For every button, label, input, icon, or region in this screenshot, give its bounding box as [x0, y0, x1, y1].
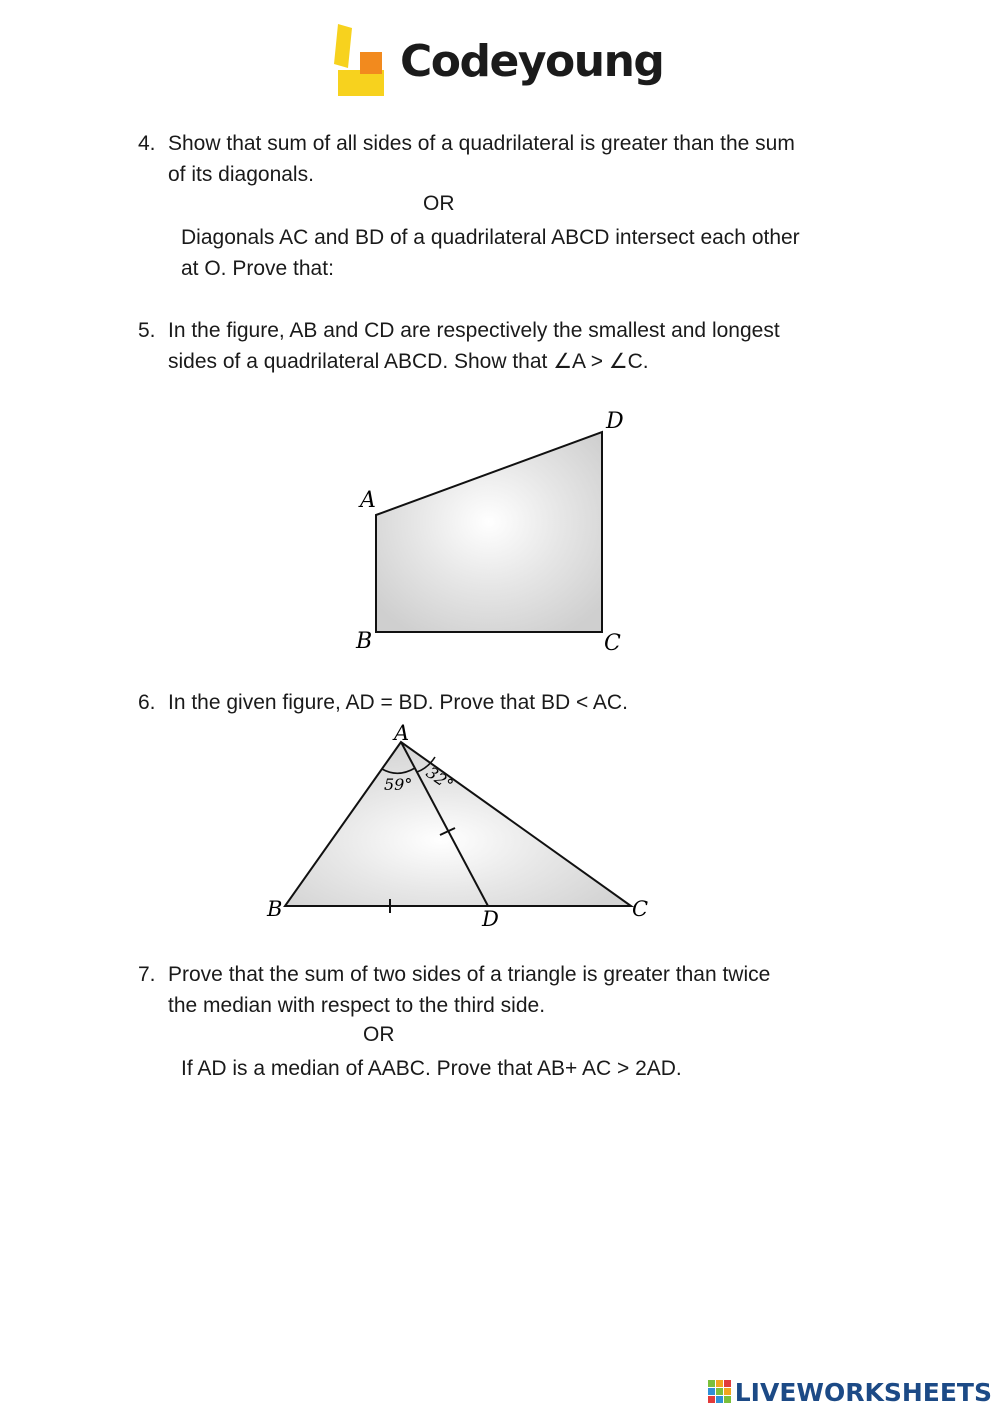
triangle-figure: [260, 718, 660, 928]
question-line: Show that sum of all sides of a quadrilateral is greater than the sum: [168, 132, 795, 155]
vertex-label-c: C: [604, 631, 621, 656]
quadrilateral-abcd: [376, 432, 602, 632]
question-line: Diagonals AC and BD of a quadrilateral ABCD intersect each other: [181, 226, 800, 249]
question-line: at O. Prove that:: [181, 257, 334, 280]
triangle-abc: [285, 742, 631, 906]
or-label: OR: [363, 1023, 395, 1046]
question-number: 5.: [138, 319, 156, 342]
codeyoung-logo-icon: [330, 22, 400, 104]
question-line: of its diagonals.: [168, 163, 314, 186]
vertex-label-b: B: [356, 629, 373, 654]
or-label: OR: [423, 192, 455, 215]
quadrilateral-figure: [340, 400, 660, 665]
liveworksheets-icon: [707, 1379, 733, 1405]
brand-name: Codeyoung: [400, 36, 664, 87]
angle-label-59: 59°: [384, 775, 413, 794]
question-line: In the figure, AB and CD are respectively the smallest and longest: [168, 319, 780, 342]
question-line: sides of a quadrilateral ABCD. Show that ∠A > ∠C.: [168, 350, 649, 373]
vertex-label-c: C: [632, 897, 649, 921]
liveworksheets-brand: LIVEWORKSHEETS: [734, 1377, 992, 1407]
question-line: In the given figure, AD = BD. Prove that BD < AC.: [168, 691, 628, 714]
vertex-label-b: B: [267, 897, 283, 921]
question-line: If AD is a median of AABC. Prove that AB+ AC > 2AD.: [181, 1057, 682, 1080]
question-number: 6.: [138, 691, 156, 714]
vertex-label-d: D: [482, 907, 499, 928]
vertex-label-a: A: [394, 721, 410, 745]
question-line: the median with respect to the third side.: [168, 994, 546, 1017]
codeyoung-logo: [330, 22, 675, 104]
question-line: Prove that the sum of two sides of a triangle is greater than twice: [168, 963, 771, 986]
vertex-label-d: D: [606, 409, 624, 434]
liveworksheets-logo: [707, 1377, 992, 1407]
question-number: 4.: [138, 132, 156, 155]
vertex-label-a: A: [360, 488, 376, 513]
angle-label-32: 32°: [422, 762, 457, 795]
question-number: 7.: [138, 963, 156, 986]
